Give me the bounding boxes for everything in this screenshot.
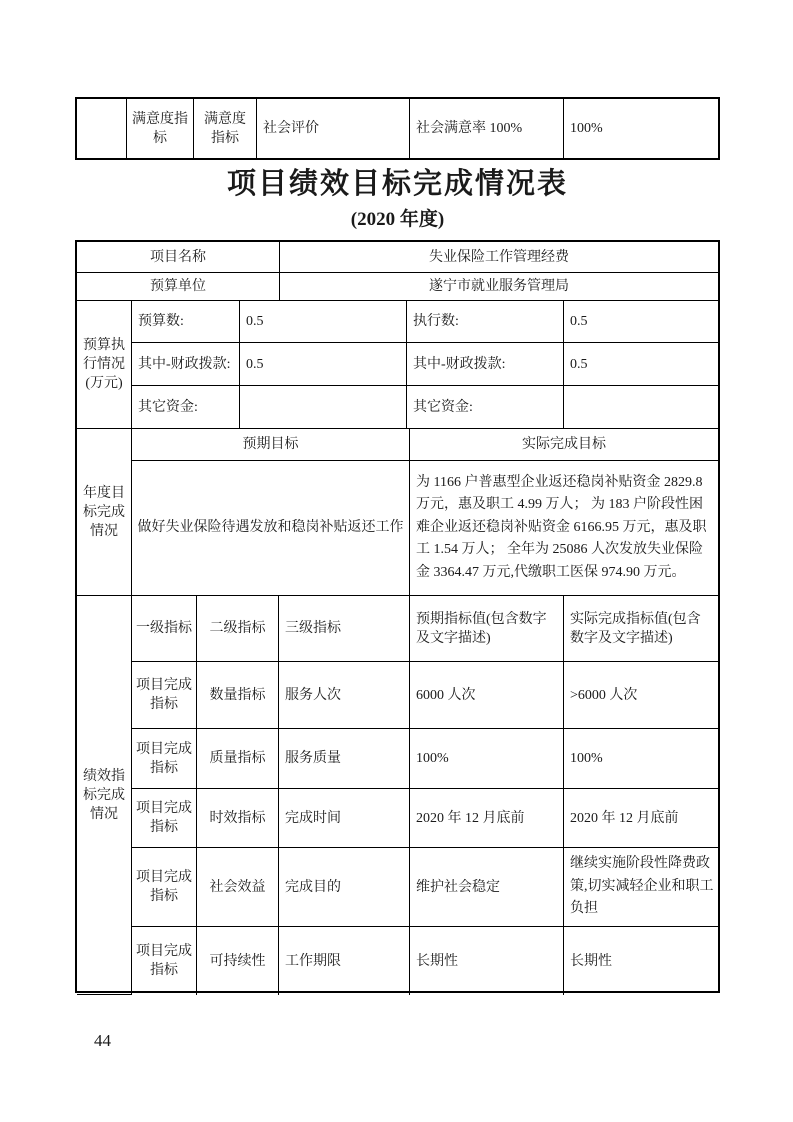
indicator-row-level3: 服务质量 — [279, 729, 410, 789]
carryover-level1-indicator: 满意度指标 — [127, 99, 194, 158]
header-expected-value: 预期指标值(包含数字及文字描述) — [410, 596, 564, 662]
page-number: 44 — [94, 1031, 111, 1050]
page-title: 项目绩效目标完成情况表 — [226, 168, 568, 200]
budget-unit-label: 预算单位 — [77, 273, 280, 301]
budget-other-funds-label: 其它资金: — [132, 386, 240, 429]
indicator-row-actual: 继续实施阶段性降费政策,切实减轻企业和职工负担 — [564, 848, 718, 927]
indicator-row-level1: 项目完成指标 — [132, 662, 197, 729]
indicator-row-expected: 维护社会稳定 — [410, 848, 564, 927]
page-subtitle: (2020 年度) — [350, 209, 445, 230]
indicator-row-actual: 2020 年 12 月底前 — [564, 789, 718, 848]
project-info-section — [77, 242, 718, 301]
budget-amount-label: 预算数: — [132, 301, 240, 343]
carryover-empty-cell — [77, 99, 127, 158]
budget-execution-section — [77, 301, 718, 429]
indicator-row-level3: 完成时间 — [279, 789, 410, 848]
indicator-row-level2: 时效指标 — [197, 789, 279, 848]
indicator-row-level1: 项目完成指标 — [132, 789, 197, 848]
header-level1: 一级指标 — [132, 596, 197, 662]
indicator-section — [77, 596, 718, 995]
indicator-row-expected: 长期性 — [410, 927, 564, 995]
header-level2: 二级指标 — [197, 596, 279, 662]
execution-fiscal-value: 0.5 — [564, 343, 718, 386]
header-actual-value: 实际完成指标值(包含数字及文字描述) — [564, 596, 718, 662]
satisfaction-carryover-table — [75, 97, 720, 160]
indicator-row-level3: 服务人次 — [279, 662, 410, 729]
indicator-row-level2: 质量指标 — [197, 729, 279, 789]
indicator-row-level3: 工作期限 — [279, 927, 410, 995]
indicator-row-level1: 项目完成指标 — [132, 729, 197, 789]
indicator-row-level1: 项目完成指标 — [132, 927, 197, 995]
project-name-value: 失业保险工作管理经费 — [280, 242, 718, 273]
indicator-section-label: 绩效指标完成情况 — [77, 596, 132, 995]
expected-goal-text: 做好失业保险待遇发放和稳岗补贴返还工作 — [132, 461, 410, 596]
performance-completion-table — [75, 240, 720, 993]
execution-other-funds-label: 其它资金: — [407, 386, 564, 429]
execution-fiscal-label: 其中-财政拨款: — [407, 343, 564, 386]
budget-fiscal-label: 其中-财政拨款: — [132, 343, 240, 386]
budget-unit-value: 遂宁市就业服务管理局 — [280, 273, 718, 301]
annual-section-label: 年度目标完成情况 — [77, 429, 132, 596]
indicator-row-level1: 项目完成指标 — [132, 848, 197, 927]
expected-goal-header: 预期目标 — [132, 429, 410, 461]
execution-amount-label: 执行数: — [407, 301, 564, 343]
indicator-row-expected: 2020 年 12 月底前 — [410, 789, 564, 848]
carryover-expected-value: 社会满意率 100% — [410, 99, 564, 158]
execution-other-funds-value — [564, 386, 718, 429]
actual-goal-header: 实际完成目标 — [410, 429, 718, 461]
annual-goal-section — [77, 429, 718, 596]
indicator-row-level2: 数量指标 — [197, 662, 279, 729]
carryover-level3-indicator: 社会评价 — [257, 99, 410, 158]
execution-amount-value: 0.5 — [564, 301, 718, 343]
carryover-level2-indicator: 满意度指标 — [194, 99, 257, 158]
budget-fiscal-value: 0.5 — [240, 343, 407, 386]
carryover-actual-value: 100% — [570, 121, 603, 136]
indicator-row-actual: 100% — [564, 729, 718, 789]
actual-goal-text: 为 1166 户普惠型企业返还稳岗补贴资金 2829.8 万元，惠及职工 4.99 万人； 为 183 户阶段性困难企业返还稳岗补贴资金 6166.95 万元，惠及职工 1.54 万人； 全年为 25086 人次发放失业保险金 3364.47 万元,代缴职工医保 974.90 万元。 — [410, 461, 718, 596]
indicator-row-level2: 社会效益 — [197, 848, 279, 927]
indicator-row-level2: 可持续性 — [197, 927, 279, 995]
indicator-row-expected: 100% — [410, 729, 564, 789]
indicator-row-expected: 6000 人次 — [410, 662, 564, 729]
budget-other-funds-value — [240, 386, 407, 429]
indicator-row-actual: 长期性 — [570, 953, 612, 969]
budget-section-label: 预算执行情况(万元) — [77, 301, 132, 429]
budget-amount-value: 0.5 — [240, 301, 407, 343]
indicator-row-level3: 完成目的 — [279, 848, 410, 927]
project-name-label: 项目名称 — [77, 242, 280, 273]
indicator-row-actual: >6000 人次 — [564, 662, 718, 729]
header-level3: 三级指标 — [279, 596, 410, 662]
